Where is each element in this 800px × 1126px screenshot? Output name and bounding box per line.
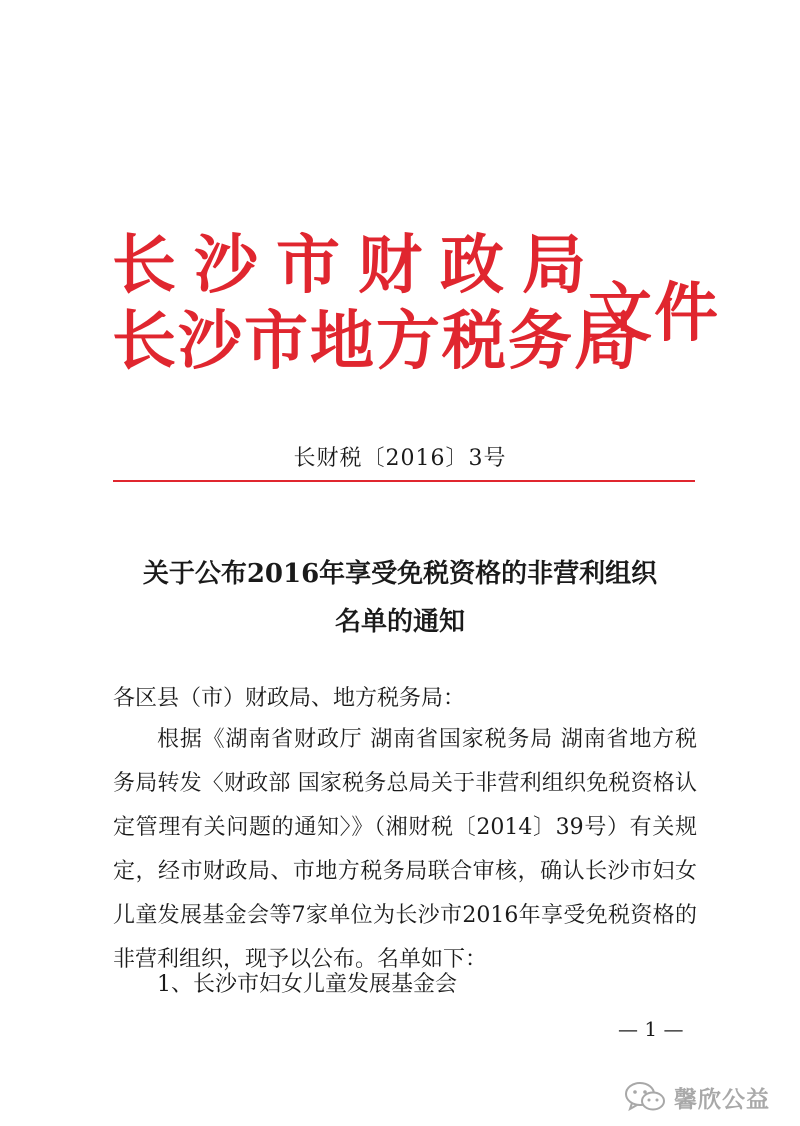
title-line-2: 名单的通知 bbox=[334, 607, 465, 637]
org-name-tax-bureau: 长沙市地方税务局 bbox=[112, 304, 640, 379]
salutation: 各区县（市）财政局、地方税务局： bbox=[113, 686, 466, 711]
list-item: 1、长沙市妇女儿童发展基金会 bbox=[157, 972, 457, 997]
page-number: — 1 — bbox=[618, 1017, 684, 1041]
red-divider bbox=[113, 480, 695, 482]
document-type-label: 文件 bbox=[588, 276, 720, 351]
title-line-1: 关于公布2016年享受免税资格的非营利组织 bbox=[142, 559, 658, 589]
wechat-icon bbox=[624, 1081, 666, 1113]
issuing-authorities bbox=[112, 228, 640, 380]
document-title bbox=[60, 550, 740, 646]
watermark bbox=[624, 1080, 770, 1114]
document-number: 长财税〔2016〕3号 bbox=[293, 446, 507, 471]
body-paragraph: 根据《湖南省财政厅 湖南省国家税务局 湖南省地方税务局转发〈财政部 国家税务总局关于非营利组织免税资格认定管理有关问题的通知〉》（湘财税〔2014〕39号）有关规定，经市财政局、市地方税务局联合审核，确认长沙市妇女儿童发展基金会等7家单位为长沙市2016年享受免税资格的非营利组织，现予以公布。名单如下： bbox=[113, 727, 697, 972]
org-name-finance-bureau: 长沙市财政局 bbox=[112, 228, 604, 303]
watermark-text: 馨欣公益 bbox=[674, 1086, 770, 1113]
